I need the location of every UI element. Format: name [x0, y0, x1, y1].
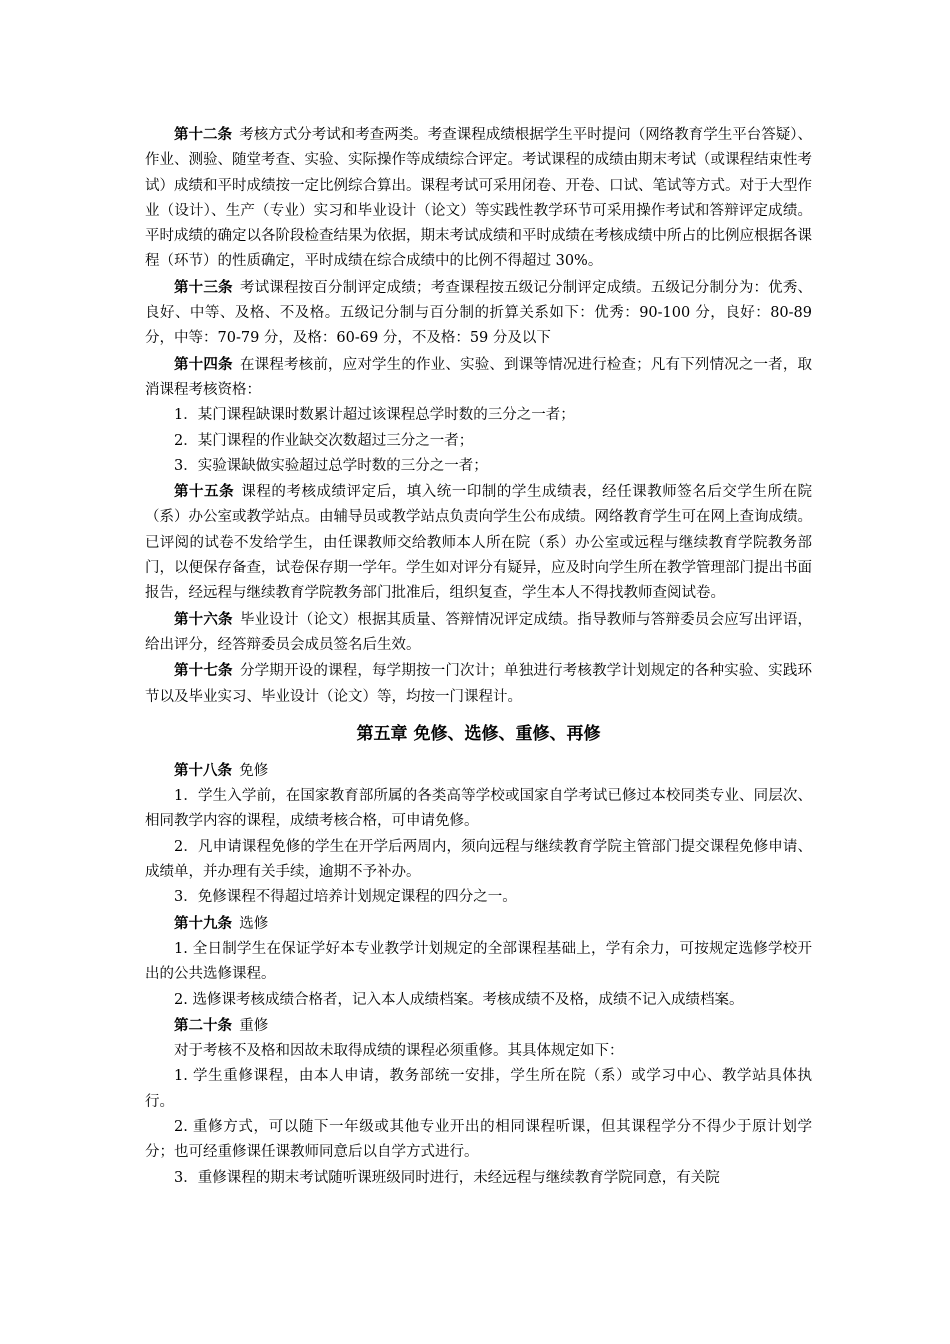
article-text: 考核方式分考试和考查两类。考查课程成绩根据学生平时提问（网络教育学生平台答疑）、作业、测验、随堂考查、实验、实际操作等成绩综合评定。考试课程的成绩由期末考试（或课程结束性考试）成绩和平时成绩按一定比例综合算出。课程考试可采用闭卷、开卷、口试、笔试等方式。对于大型作业（设计）、生产（专业）实习和毕业设计（论文）等实践性教学环节可采用操作考试和答辩评定成绩。平时成绩的确定以各阶段检查结果为依据，期末考试成绩和平时成绩在考核成绩中所占的比例应根据各课程（环节）的性质确定，平时成绩在综合成绩中的比例不得超过 30%。	[145, 127, 812, 270]
article-12	[145, 122, 812, 275]
article-number: 第十九条	[174, 914, 232, 932]
article-19-heading	[145, 911, 812, 937]
document-body	[145, 122, 812, 1191]
article-20-item: 3．重修课程的期末考试随听课班级同时进行，未经远程与继续教育学院同意，有关院	[174, 1169, 720, 1186]
article-18-item: 1．学生入学前，在国家教育部所属的各类高等学校或国家自学考试已修过本校同类专业、同层次、相同教学内容的课程，成绩考核合格，可申请免修。	[145, 788, 812, 830]
article-number: 第十七条	[174, 662, 233, 680]
article-text: 课程的考核成绩评定后，填入统一印制的学生成绩表，经任课教师签名后交学生所在院（系）办公室或教学站点。由辅导员或教学站点负责向学生公布成绩。网络教育学生可在网上查询成绩。已评阅的试卷不发给学生，由任课教师交给教师本人所在院（系）办公室或远程与继续教育学院教务部门，以便保存备查，试卷保存期一学年。学生如对评分有疑异，应及时向学生所在教学管理部门提出书面报告，经远程与继续教育学院教务部门批准后，组织复查，学生本人不得找教师查阅试卷。	[145, 484, 812, 602]
article-text: 在课程考核前，应对学生的作业、实验、到课等情况进行检查；凡有下列情况之一者，取消课程考核资格：	[145, 356, 813, 398]
article-16	[145, 607, 812, 659]
article-number: 第十三条	[174, 278, 233, 296]
article-text: 分学期开设的课程，每学期按一门次计；单独进行考核教学计划规定的各种实验、实践环节以及毕业实习、毕业设计（论文）等，均按一门课程计。	[145, 663, 813, 705]
article-text: 毕业设计（论文）根据其质量、答辩情况评定成绩。指导教师与答辩委员会应写出评语，给出评分，经答辩委员会成员签名后生效。	[145, 611, 813, 653]
article-20-heading	[145, 1013, 812, 1039]
article-text: 考试课程按百分制评定成绩；考查课程按五级记分制评定成绩。五级记分制分为：优秀、良好、中等、及格、不及格。五级记分制与百分制的折算关系如下：优秀：90-100 分，良好：80-89 分，中等：70-79 分，及格：60-69 分，不及格：59 分及以下	[145, 279, 813, 347]
article-14-item: 1．某门课程缺课时数累计超过该课程总学时数的三分之一者；	[174, 407, 575, 424]
article-17	[145, 658, 812, 710]
article-title: 选修	[239, 915, 269, 932]
article-20-intro: 对于考核不及格和因故未取得成绩的课程必须重修。其具体规定如下：	[174, 1043, 624, 1060]
article-19-item: 2. 选修课考核成绩合格者，记入本人成绩档案。考核成绩不及格，成绩不记入成绩档案。	[174, 991, 744, 1008]
article-20-item: 2. 重修方式，可以随下一年级或其他专业开出的相同课程听课，但其课程学分不得少于原计划学分；也可经重修课任课教师同意后以自学方式进行。	[145, 1118, 812, 1161]
article-20-item: 1. 学生重修课程，由本人申请，教务部统一安排，学生所在院（系）或学习中心、教学站具体执行。	[145, 1068, 812, 1110]
article-title: 免修	[239, 762, 269, 779]
article-number: 第十二条	[174, 126, 232, 143]
article-18-heading	[145, 758, 812, 784]
article-title: 重修	[239, 1017, 269, 1034]
article-19-item: 1. 全日制学生在保证学好本专业教学计划规定的全部课程基础上，学有余力，可按规定选修学校开出的公共选修课程。	[145, 940, 812, 983]
article-14-item: 3．实验课缺做实验超过总学时数的三分之一者；	[174, 457, 488, 474]
article-number: 第十四条	[174, 355, 233, 373]
article-14-item: 2．某门课程的作业缺交次数超过三分之一者；	[174, 432, 474, 449]
article-number: 第十八条	[174, 761, 232, 779]
article-number: 第十六条	[174, 610, 233, 628]
article-number: 第二十条	[174, 1016, 232, 1034]
article-13	[145, 275, 812, 352]
article-18-item: 2．凡申请课程免修的学生在开学后两周内，须向远程与继续教育学院主管部门提交课程免修申请、成绩单，并办理有关手续，逾期不予补办。	[145, 838, 812, 881]
chapter-title: 第五章 免修、选修、重修、再修	[356, 723, 601, 744]
article-15	[145, 479, 812, 606]
article-14	[145, 352, 812, 404]
article-number: 第十五条	[174, 483, 235, 501]
article-18-item: 3．免修课程不得超过培养计划规定课程的四分之一。	[174, 889, 517, 906]
